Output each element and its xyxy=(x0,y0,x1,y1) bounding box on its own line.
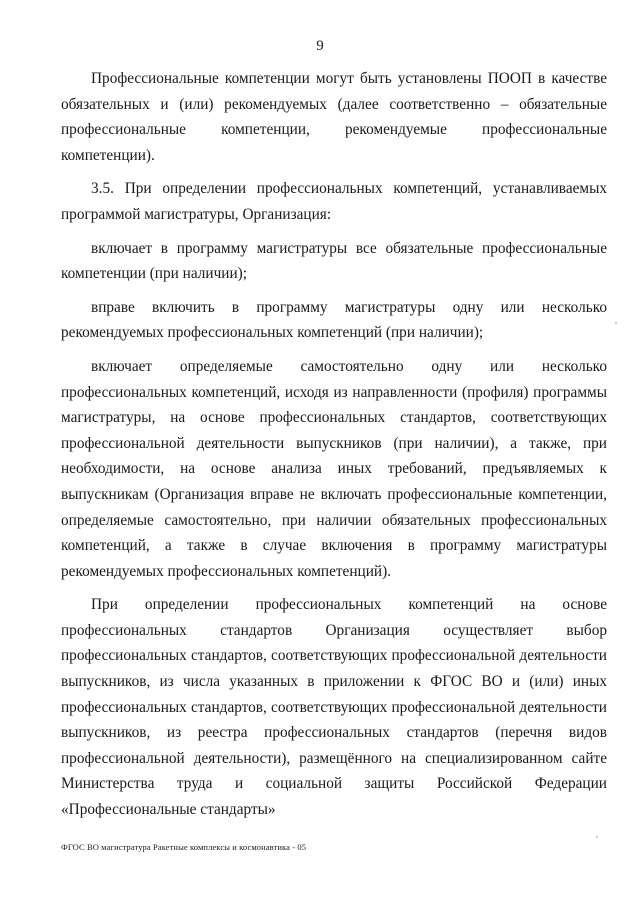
paragraph: включает определяемые самостоятельно одну или несколько профессиональных компетенций, исходя из направленности (профиля) программы магистратуры, на основе профессиональных стандартов, соответствующих профессиональной деятельности выпускников (при наличии), а также, при необходимости, на основе анализа иных требований, предъявляемых к выпускникам (Организация вправе не включать профессиональные компетенции, определяемые самостоятельно, при наличии обязательных профессиональных компетенций, а также в случае включения в программу магистратуры рекомендуемых профессиональных компетенций). xyxy=(61,357,607,580)
footer-text: ФГОС ВО магистратура Ракетные комплексы и космонавтика - 05 xyxy=(61,842,307,852)
scan-speck xyxy=(596,836,598,838)
page-number: 9 xyxy=(316,38,324,54)
paragraph: включает в программу магистратуры все обязательные профессиональные компетенции (при наличии); xyxy=(61,239,607,283)
paragraph: Профессиональные компетенции могут быть установлены ПООП в качестве обязательных и (или) рекомендуемых (далее соответственно – обязательные профессиональные компетенции, рекомендуемые профессиональные компетенции). xyxy=(61,70,607,164)
paragraph: При определении профессиональных компетенций на основе профессиональных стандартов Организация осуществляет выбор профессиональных стандартов, соответствующих профессиональной деятельности выпускников, из числа указанных в приложении к ФГОС ВО и (или) иных профессиональных стандартов, соответствующих профессиональной деятельности выпускников, из реестра профессиональных стандартов (перечня видов профессиональной деятельности), размещённого на специализированном сайте Министерства труда и социальной защиты Российской Федерации «Профессиональные стандарты» xyxy=(61,596,607,819)
paragraph: вправе включить в программу магистратуры одну или несколько рекомендуемых профессиональных компетенций (при наличии); xyxy=(61,298,607,342)
paragraph: 3.5. При определении профессиональных компетенций, устанавливаемых программой магистратуры, Организация: xyxy=(61,180,607,223)
document-body xyxy=(61,66,607,823)
scan-speck xyxy=(615,322,617,324)
